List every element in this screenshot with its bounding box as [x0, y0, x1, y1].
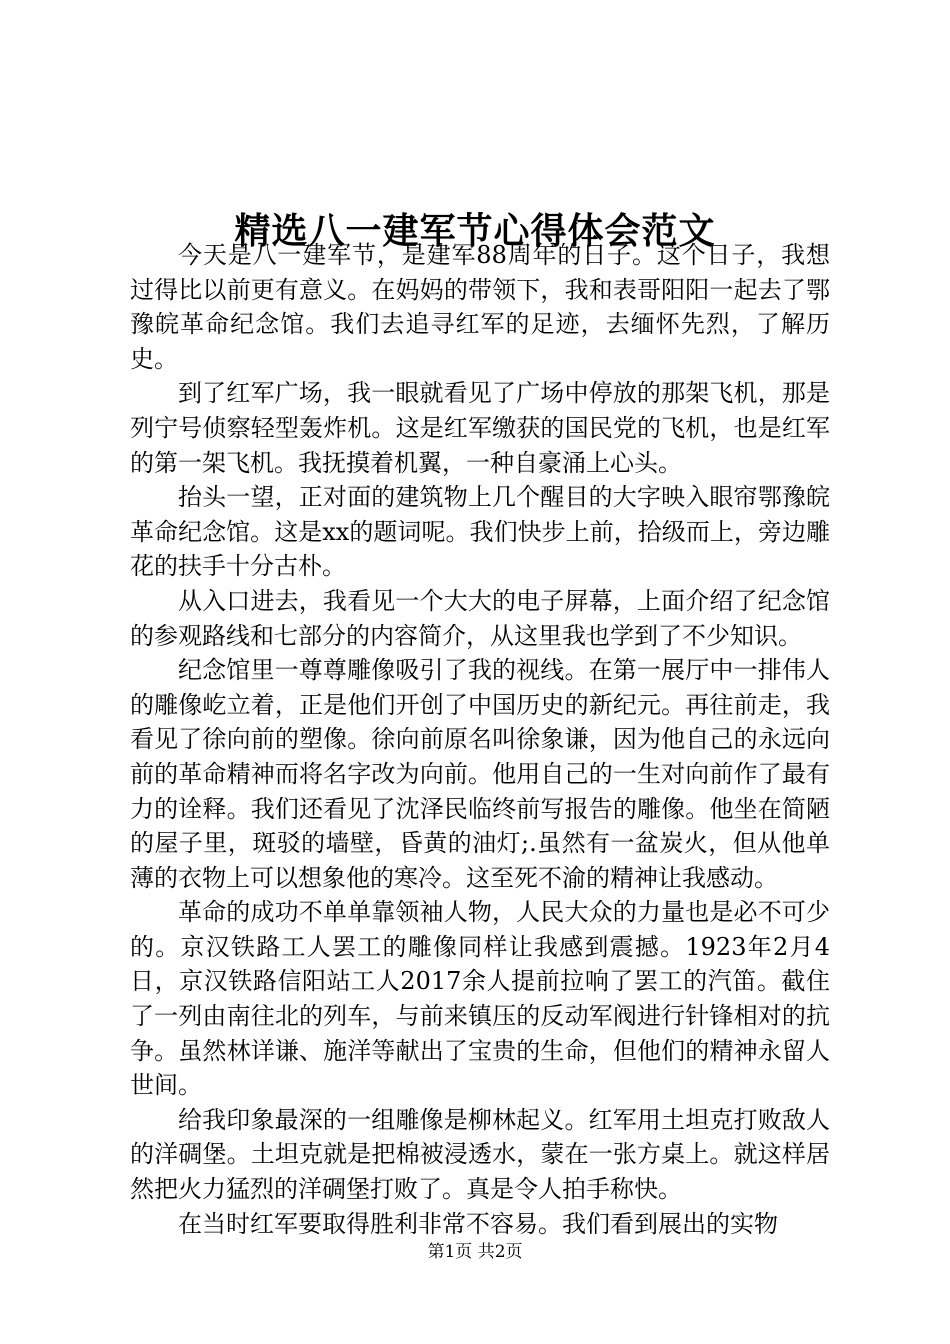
paragraph: 从入口进去，我看见一个大大的电子屏幕，上面介绍了纪念馆的参观路线和七部分的内容简介，从这里我也学到了不少知识。	[130, 586, 830, 650]
paragraph: 在当时红军要取得胜利非常不容易。我们看到展出的实物	[178, 1209, 778, 1238]
paragraph: 到了红军广场，我一眼就看见了广场中停放的那架飞机，那是列宁号侦察轻型轰炸机。这是红军缴获的国民党的飞机，也是红军的第一架飞机。我抚摸着机翼，一种自豪涌上心头。	[130, 379, 830, 477]
document-body	[130, 238, 830, 1241]
paragraph: 革命的成功不单单靠领袖人物，人民大众的力量也是必不可少的。京汉铁路工人罢工的雕像同样让我感到震撼。1923年2月4日，京汉铁路信阳站工人2017余人提前拉响了罢工的汽笛。截住了一列由南往北的列车，与前来镇压的反动军阀进行针锋相对的抗争。虽然林详谦、施洋等献出了宝贵的生命，但他们的精神永留人世间。	[130, 898, 830, 1100]
page-footer: 第1页 共2页	[427, 1242, 523, 1262]
paragraph: 纪念馆里一尊尊雕像吸引了我的视线。在第一展厅中一排伟人的雕像屹立着，正是他们开创了中国历史的新纪元。再往前走，我看见了徐向前的塑像。徐向前原名叫徐象谦，因为他自己的永远向前的革命精神而将名字改为向前。他用自己的一生对向前作了最有力的诠释。我们还看见了沈泽民临终前写报告的雕像。他坐在简陋的屋子里，斑驳的墙壁，昏黄的油灯;.虽然有一盆炭火，但从他单薄的衣物上可以想象他的寒冷。这至死不渝的精神让我感动。	[130, 656, 830, 892]
paragraph: 抬头一望，正对面的建筑物上几个醒目的大字映入眼帘鄂豫皖革命纪念馆。这是xx的题词呢。我们快步上前，拾级而上，旁边雕花的扶手十分古朴。	[130, 483, 830, 581]
paragraph: 今天是八一建军节，是建军88周年的日子。这个日子，我想过得比以前更有意义。在妈妈的带领下，我和表哥阳阳一起去了鄂豫皖革命纪念馆。我们去追寻红军的足迹，去缅怀先烈，了解历史。	[130, 241, 830, 373]
document-title: 精选八一建军节心得体会范文	[234, 210, 716, 253]
paragraph: 给我印象最深的一组雕像是柳林起义。红军用土坦克打败敌人的洋碉堡。土坦克就是把棉被浸透水，蒙在一张方桌上。就这样居然把火力猛烈的洋碉堡打败了。真是令人拍手称快。	[130, 1105, 830, 1204]
